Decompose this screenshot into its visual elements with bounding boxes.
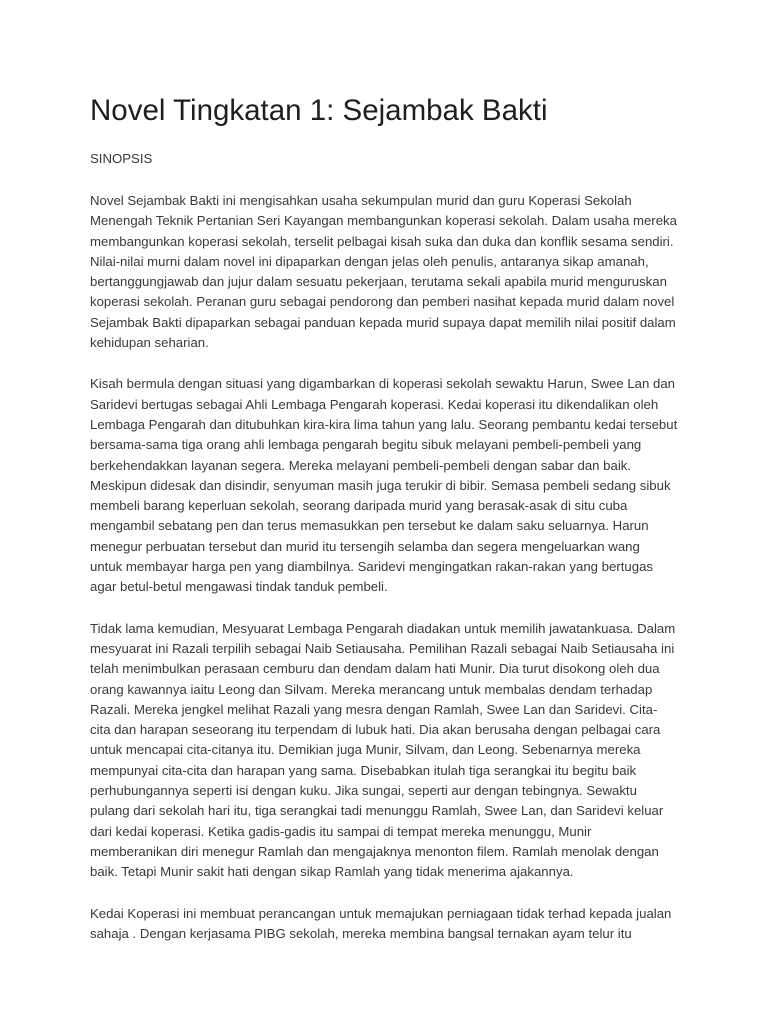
paragraph-line: mesyuarat ini Razali terpilih sebagai Naib Setiausaha. Pemilihan Razali sebagai Naib Setiausaha ini xyxy=(90,640,675,656)
paragraph-line: memberanikan diri menegur Ramlah dan mengajaknya menonton filem. Ramlah menolak dengan xyxy=(90,843,659,859)
paragraph-line: Lembaga Pengarah dan ditubuhkan kira-kira lima tahun yang lalu. Seorang pembantu kedai tersebut xyxy=(90,416,678,432)
paragraph-line: Saridevi bertugas sebagai Ahli Lembaga Pengarah koperasi. Kedai koperasi itu dikendalikan oleh xyxy=(90,396,659,412)
synopsis-paragraph xyxy=(90,374,690,597)
paragraph-line: berkehendakkan layanan segera. Mereka melayani pembeli-pembeli dengan sabar dan baik. xyxy=(90,457,632,473)
paragraph-line: membangunkan koperasi sekolah, terselit pelbagai kisah suka dan duka dan konflik sesama sendiri. xyxy=(90,233,674,249)
paragraph-line: bersama-sama tiga orang ahli lembaga pengarah begitu sibuk melayani pembeli-pembeli yang xyxy=(90,437,642,453)
document-title: Novel Tingkatan 1: Sejambak Bakti xyxy=(90,94,548,127)
paragraph-line: kehidupan seharian. xyxy=(90,335,209,351)
paragraph-line: Razali. Mereka jengkel melihat Razali yang mesra dengan Ramlah, Swee Lan dan Saridevi. Cita- xyxy=(90,701,658,717)
paragraph-line: pulang dari sekolah hari itu, tiga serangkai tadi menunggu Ramlah, Swee Lan, dan Saridevi keluar xyxy=(90,803,664,819)
paragraph-line: Tidak lama kemudian, Mesyuarat Lembaga Pengarah diadakan untuk memilih jawatankuasa. Dalam xyxy=(90,620,676,636)
paragraph-line: Menengah Teknik Pertanian Seri Kayangan membangunkan koperasi sekolah. Dalam usaha mereka xyxy=(90,213,677,229)
paragraph-line: membeli barang keperluan sekolah, seorang daripada murid yang berasak-asak di situ cuba xyxy=(90,498,628,514)
paragraph-line: koperasi sekolah. Peranan guru sebagai pendorong dan pemberi nasihat kepada murid dalam novel xyxy=(90,294,675,310)
paragraph-line: Sejambak Bakti dipaparkan sebagai panduan kepada murid supaya dapat memilih nilai positif dalam xyxy=(90,314,676,330)
paragraph-line: Meskipun didesak dan disindir, senyuman masih juga terukir di bibir. Semasa pembeli sedang sibuk xyxy=(90,477,671,493)
paragraph-line: orang kawannya iaitu Leong dan Silvam. Mereka merancang untuk membalas dendam terhadap xyxy=(90,681,653,697)
paragraph-line: cita dan harapan seseorang itu terpendam di lubuk hati. Dia akan berusaha dengan pelbagai cara xyxy=(90,722,661,738)
paragraph-line: bertanggungjawab dan jujur dalam sesuatu pekerjaan, terutama sekali apabila murid menguruskan xyxy=(90,274,667,290)
paragraph-line: mempunyai cita-cita dan harapan yang sama. Disebabkan itulah tiga serangkai itu begitu baik xyxy=(90,762,637,778)
paragraph-line: Kedai Koperasi ini membuat perancangan untuk memajukan perniagaan tidak terhad kepada jualan xyxy=(90,905,672,921)
paragraph-line: Novel Sejambak Bakti ini mengisahkan usaha sekumpulan murid dan guru Koperasi Sekolah xyxy=(90,193,632,208)
paragraph-line: agar betul-betul mengawasi tindak tanduk pembeli. xyxy=(90,579,388,595)
paragraph-line: Nilai-nilai murni dalam novel ini dipaparkan dengan jelas oleh penulis, antaranya sikap amanah, xyxy=(90,253,649,269)
synopsis-body xyxy=(90,191,690,944)
section-label-sinopsis: SINOPSIS xyxy=(90,151,153,166)
paragraph-line: perhubungannya seperti isi dengan kuku. Jika sungai, seperti aur dengan tebingnya. Sewaktu xyxy=(90,783,637,799)
synopsis-paragraph xyxy=(90,191,690,353)
paragraph-line: untuk mencapai cita-citanya itu. Demikian juga Munir, Silvam, dan Leong. Sebenarnya mereka xyxy=(90,742,641,758)
paragraph-line: dari kedai koperasi. Ketika gadis-gadis itu sampai di tempat mereka menunggu, Munir xyxy=(90,823,592,839)
document-page xyxy=(90,92,690,965)
synopsis-paragraph xyxy=(90,619,690,883)
paragraph-line: Kisah bermula dengan situasi yang digambarkan di koperasi sekolah sewaktu Harun, Swee Lan dan xyxy=(90,376,676,392)
paragraph-line: untuk membayar harga pen yang diambilnya. Saridevi mengingatkan rakan-rakan yang bertugas xyxy=(90,559,653,575)
paragraph-line: sahaja . Dengan kerjasama PIBG sekolah, mereka membina bangsal ternakan ayam telur itu xyxy=(90,925,632,941)
paragraph-line: menegur perbuatan tersebut dan murid itu tersengih selamba dan segera mengeluarkan wang xyxy=(90,538,640,554)
paragraph-line: telah menimbulkan perasaan cemburu dan dendam dalam hati Munir. Dia turut disokong oleh dua xyxy=(90,661,660,677)
paragraph-line: baik. Tetapi Munir sakit hati dengan sikap Ramlah yang tidak menerima ajakannya. xyxy=(90,864,574,880)
paragraph-line: mengambil sebatang pen dan terus memasukkan pen tersebut ke dalam saku seluarnya. Harun xyxy=(90,518,649,534)
synopsis-paragraph xyxy=(90,904,690,945)
